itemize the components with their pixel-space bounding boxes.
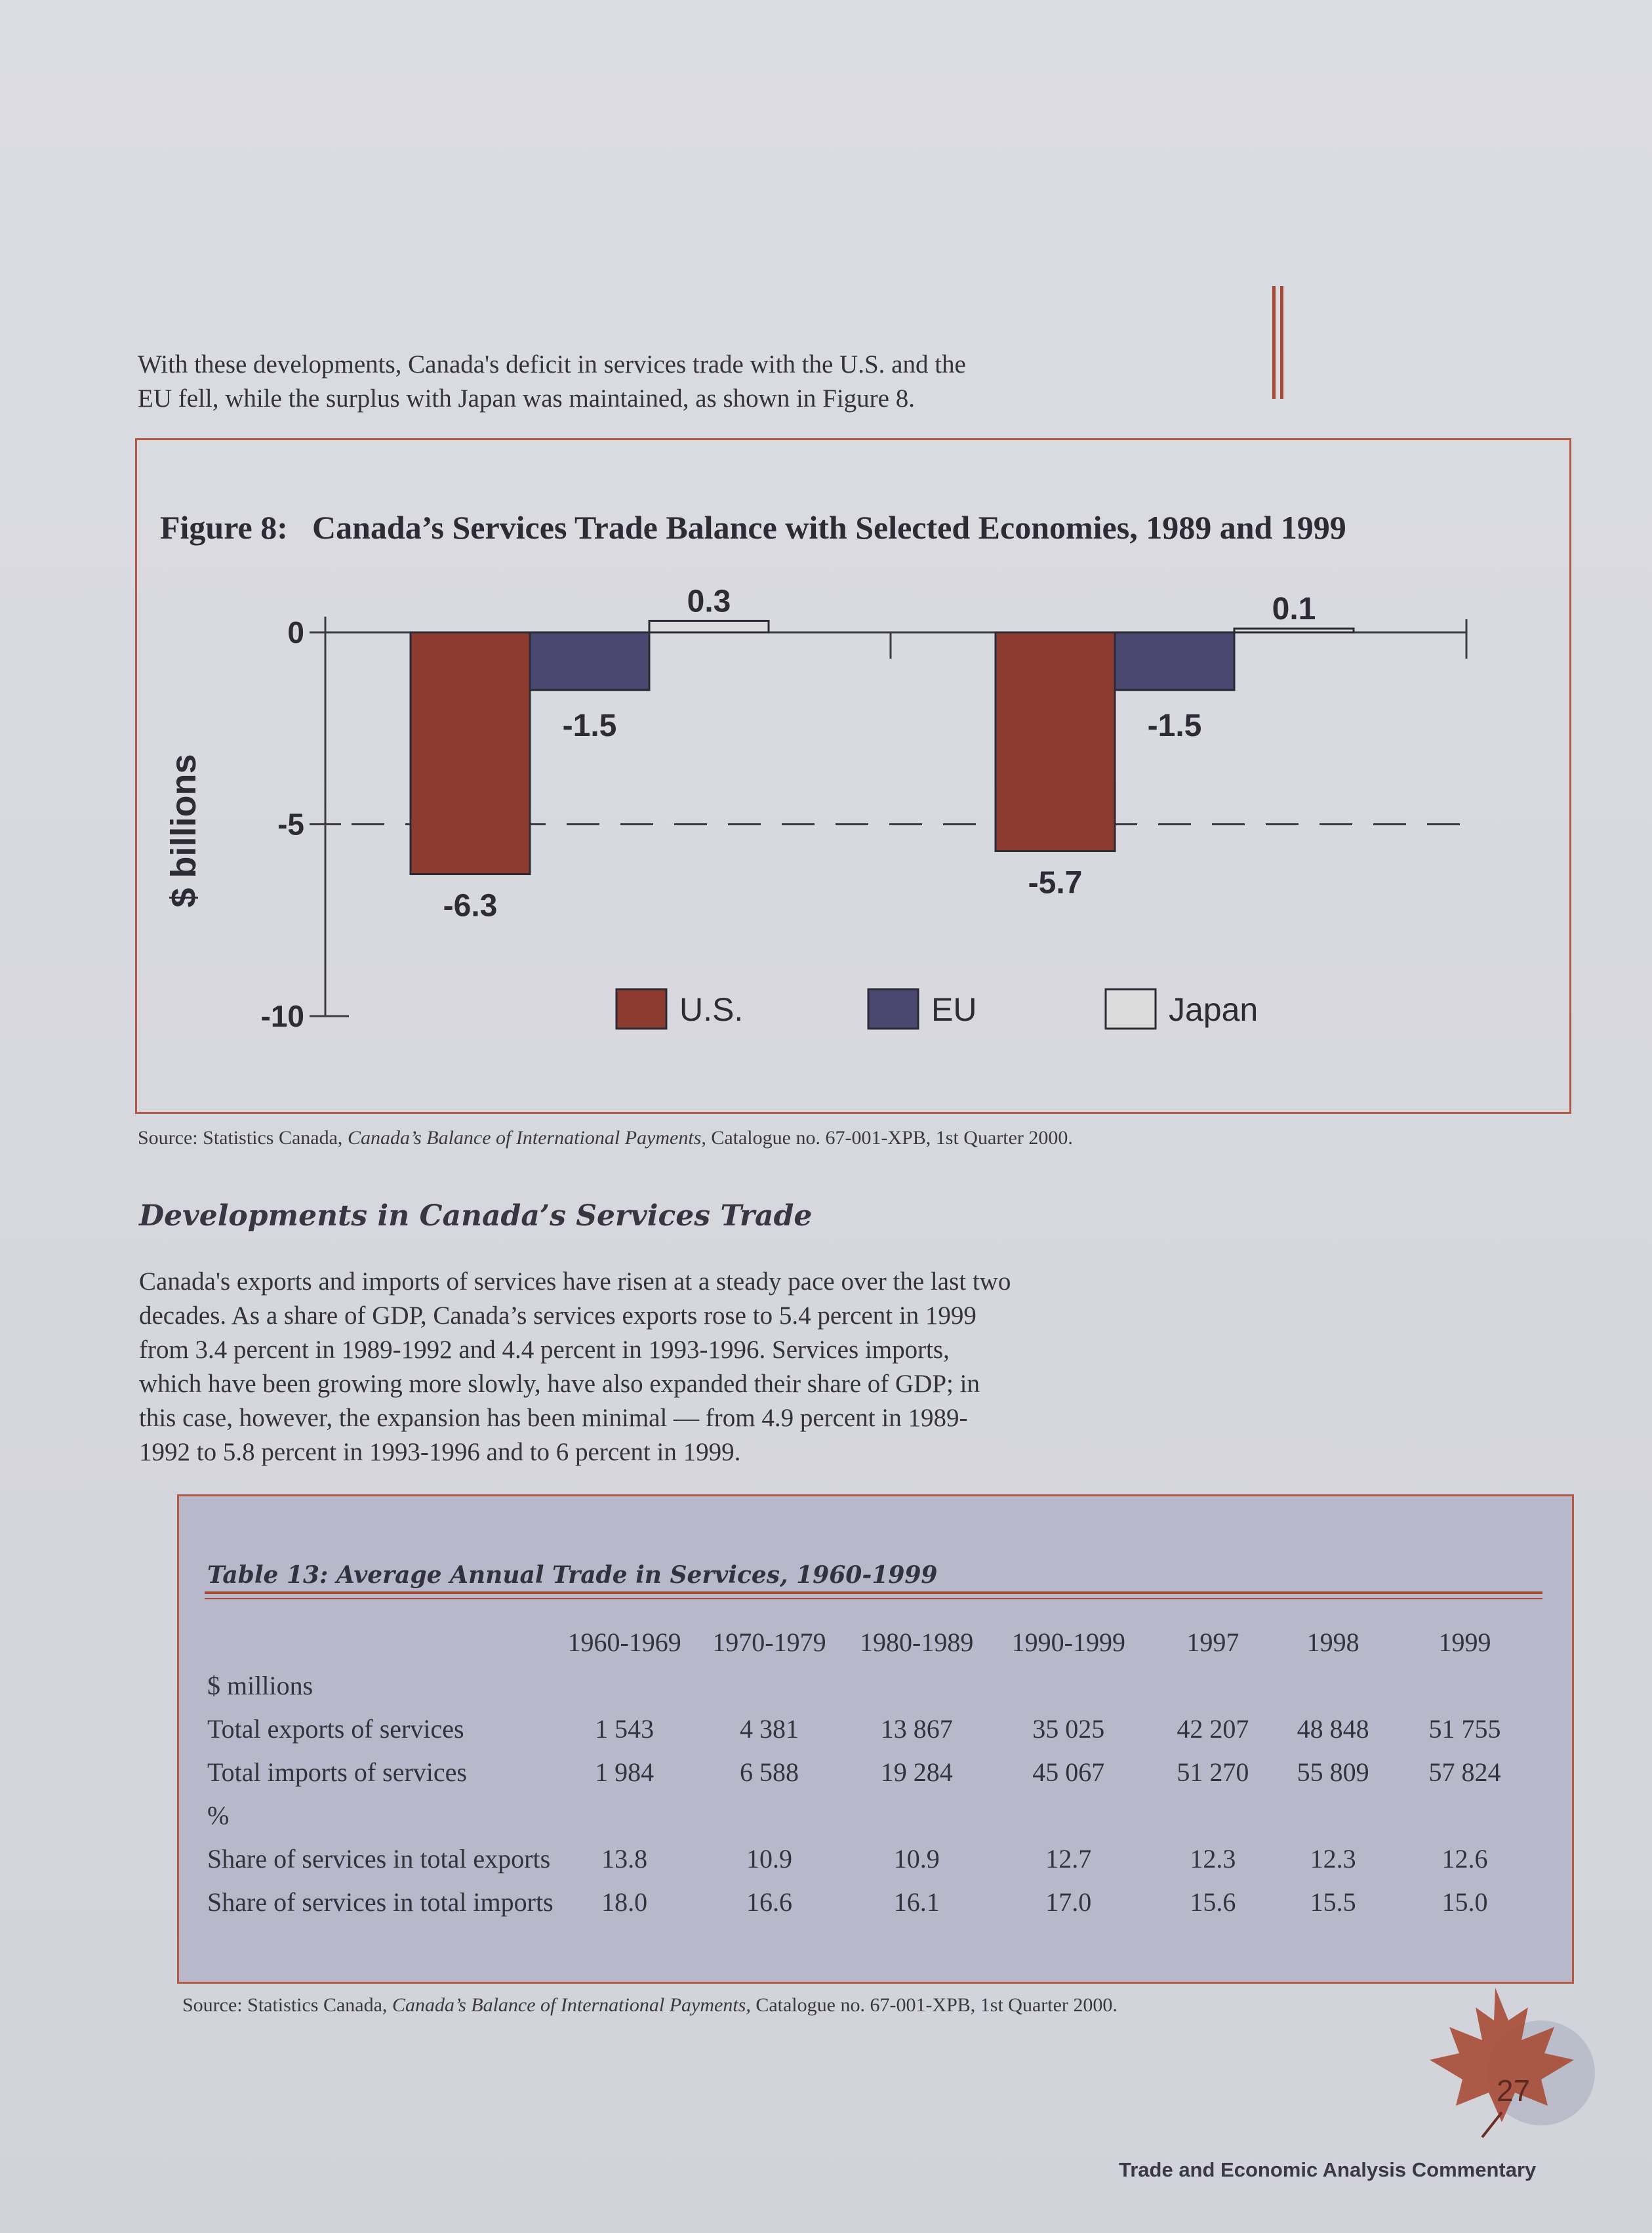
table-cell: 10.9: [893, 1843, 940, 1874]
bar-us-1989: [411, 632, 530, 874]
table-rule: [205, 1598, 1542, 1599]
column-header: 1997: [1186, 1627, 1239, 1657]
intro-line: EU fell, while the surplus with Japan was maintained, as shown in Figure 8.: [138, 384, 915, 413]
column-header: 1970-1979: [712, 1627, 826, 1657]
table-row: [205, 1707, 1542, 1750]
table-cell: 17.0: [1045, 1887, 1092, 1917]
bar-eu-1999: [1115, 632, 1234, 690]
table-row: [205, 1793, 1542, 1837]
row-label: %: [207, 1800, 230, 1830]
table-cell: 16.1: [893, 1887, 940, 1917]
bar-japan-1989: [649, 621, 769, 632]
table-cell: 51 270: [1177, 1757, 1249, 1787]
data-label: -1.5: [1147, 708, 1202, 743]
figure-source-publication: Canada’s Balance of International Payments,: [347, 1127, 706, 1149]
table-cell: [696, 1664, 843, 1707]
legend-label: U.S.: [679, 991, 744, 1028]
row-label: Total exports of services: [207, 1713, 464, 1744]
column-header: 1960-1969: [567, 1627, 681, 1657]
legend-swatch-eu: [868, 989, 918, 1029]
maple-leaf-emblem: [1417, 1981, 1613, 2139]
y-tick-label: -10: [260, 999, 304, 1033]
row-label: Total imports of services: [207, 1757, 467, 1787]
table-rule: [205, 1591, 1542, 1594]
table-cell: 45 067: [1032, 1757, 1105, 1787]
table-cell: 12.7: [1045, 1843, 1092, 1874]
table-cell: 19 284: [880, 1757, 953, 1787]
page-number: 27: [1497, 2074, 1531, 2108]
column-header: 1998: [1306, 1627, 1360, 1657]
legend-swatch-us: [616, 989, 666, 1029]
table-cell: [554, 1793, 696, 1837]
table-header-blank: [205, 1620, 554, 1664]
figure-label: Figure 8:: [160, 509, 288, 546]
body-line: 1992 to 5.8 percent in 1993-1996 and to 6 percent in 1999.: [139, 1438, 741, 1466]
y-axis-label: $ billions: [164, 754, 203, 908]
table-body: [205, 1664, 1542, 1923]
table-cell: 4 381: [739, 1713, 799, 1744]
table-row: [205, 1750, 1542, 1793]
table-cell: [1279, 1793, 1387, 1837]
table-cell: 18.0: [601, 1887, 648, 1917]
column-header: 1999: [1438, 1627, 1491, 1657]
table-cell: 15.0: [1441, 1887, 1488, 1917]
table-cell: 13 867: [880, 1713, 953, 1744]
publication-footer: Trade and Economic Analysis Commentary: [1119, 2158, 1537, 2181]
data-label: -6.3: [443, 888, 498, 924]
table-source-suffix: Catalogue no. 67-001-XPB, 1st Quarter 2000.: [750, 1994, 1118, 2016]
body-line: this case, however, the expansion has been minimal — from 4.9 percent in 1989-: [139, 1404, 968, 1432]
row-label: Share of services in total imports: [207, 1887, 554, 1917]
table-cell: 13.8: [601, 1843, 648, 1874]
legend-label: Japan: [1169, 991, 1259, 1028]
table-cell: 51 755: [1428, 1713, 1501, 1744]
table-cell: 12.3: [1310, 1843, 1356, 1874]
table-source-publication: Canada’s Balance of International Payments,: [392, 1994, 751, 2016]
bar-eu-1989: [530, 632, 649, 690]
table-cell: [1147, 1793, 1279, 1837]
table-cell: [1279, 1664, 1387, 1707]
body-line: Canada's exports and imports of services have risen at a steady pace over the last two: [139, 1267, 1011, 1296]
figure-source-suffix: Catalogue no. 67-001-XPB, 1st Quarter 2000.: [706, 1127, 1073, 1149]
table-title: Table 13: Average Annual Trade in Services, 1960-1999: [207, 1561, 938, 1589]
table-cell: [990, 1793, 1146, 1837]
legend-swatch-japan: [1106, 989, 1156, 1029]
figure-title-text: Canada’s Services Trade Balance with Selected Economies, 1989 and 1999: [312, 509, 1346, 546]
table-cell: [696, 1793, 843, 1837]
data-label: -1.5: [562, 708, 617, 743]
table-cell: [843, 1793, 990, 1837]
table-cell: 15.5: [1310, 1887, 1356, 1917]
row-label: $ millions: [207, 1670, 313, 1700]
data-label: -5.7: [1028, 865, 1083, 901]
table-cell: [843, 1664, 990, 1707]
column-header: 1990-1999: [1011, 1627, 1125, 1657]
table-cell: 57 824: [1428, 1757, 1501, 1787]
table-cell: 10.9: [746, 1843, 792, 1874]
bar-us-1999: [996, 632, 1115, 851]
table-cell: [1387, 1664, 1542, 1707]
services-trade-table: [205, 1620, 1542, 1923]
y-tick-label: 0: [287, 615, 304, 649]
table-cell: 15.6: [1190, 1887, 1236, 1917]
figure-source: [138, 1127, 1073, 1149]
data-label: 0.3: [687, 584, 731, 619]
table-cell: 1 543: [595, 1713, 655, 1744]
table-source-prefix: Source: Statistics Canada,: [182, 1994, 392, 2016]
table-cell: 6 588: [739, 1757, 799, 1787]
table-cell: 55 809: [1297, 1757, 1369, 1787]
services-balance-chart: [135, 438, 1571, 1114]
table-row: [205, 1664, 1542, 1707]
table-cell: 12.3: [1190, 1843, 1236, 1874]
table-cell: 35 025: [1032, 1713, 1105, 1744]
figure-source-prefix: Source: Statistics Canada,: [138, 1127, 348, 1149]
intro-paragraph: [138, 348, 1082, 416]
y-tick-label: -5: [277, 807, 304, 842]
table-cell: 42 207: [1177, 1713, 1249, 1744]
column-header: 1980-1989: [860, 1627, 974, 1657]
section-paragraph: [139, 1265, 1097, 1469]
table-cell: 12.6: [1441, 1843, 1488, 1874]
bar-japan-1999: [1234, 628, 1354, 632]
table-row: [205, 1837, 1542, 1880]
table-row: [205, 1880, 1542, 1923]
body-line: from 3.4 percent in 1989-1992 and 4.4 percent in 1993-1996. Services imports,: [139, 1336, 950, 1364]
section-heading: Developments in Canada’s Services Trade: [139, 1199, 813, 1233]
intro-line: With these developments, Canada's deficit in services trade with the U.S. and the: [138, 350, 966, 379]
table-cell: [990, 1664, 1146, 1707]
table-cell: 16.6: [746, 1887, 792, 1917]
table-header-row: [205, 1620, 1542, 1664]
row-label: Share of services in total exports: [207, 1843, 551, 1874]
table-cell: 48 848: [1297, 1713, 1369, 1744]
data-label: 0.1: [1272, 592, 1316, 627]
table-cell: [1387, 1793, 1542, 1837]
table-cell: [1147, 1664, 1279, 1707]
body-line: decades. As a share of GDP, Canada’s services exports rose to 5.4 percent in 1999: [139, 1301, 977, 1330]
table-cell: 1 984: [595, 1757, 655, 1787]
body-line: which have been growing more slowly, have also expanded their share of GDP; in: [139, 1370, 980, 1398]
decorative-vertical-rule: [1272, 286, 1287, 399]
legend-label: EU: [931, 991, 977, 1028]
table-source: [182, 1994, 1118, 2017]
table-cell: [554, 1664, 696, 1707]
